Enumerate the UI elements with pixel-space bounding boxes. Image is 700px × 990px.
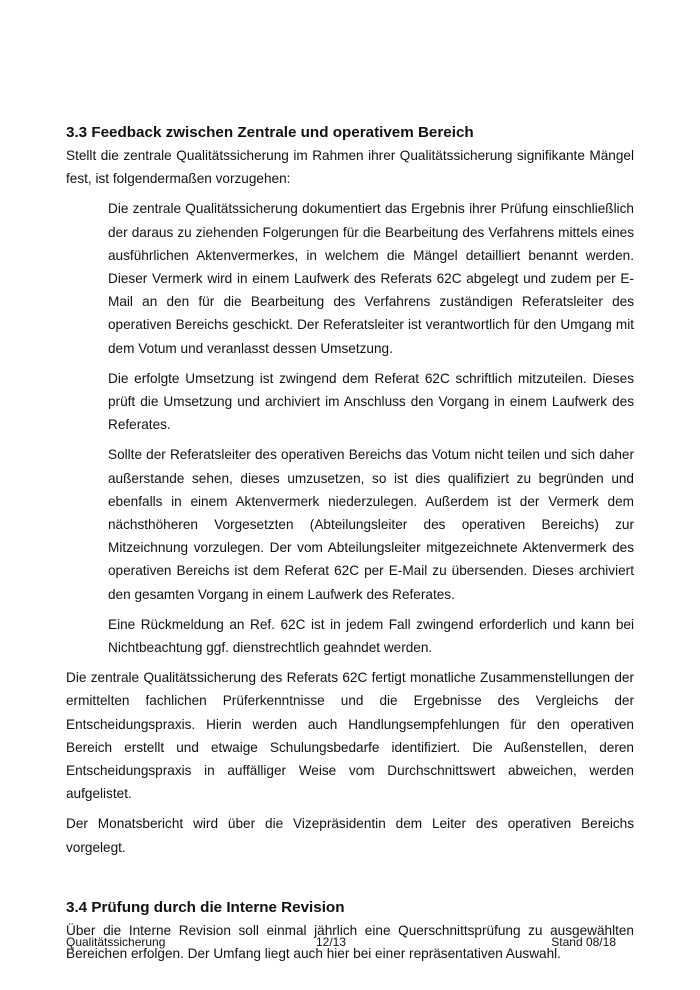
footer-version-date: Stand 08/18 — [551, 935, 616, 949]
page-content — [66, 122, 634, 965]
section-heading-3-4: 3.4 Prüfung durch die Interne Revision — [66, 898, 345, 916]
body-paragraph: Über die Interne Revision soll einmal jährlich eine Querschnittsprüfung zu ausgewählten Bereichen erfolgen. Der Umfang liegt auch hier bei einer repräsentativen Auswahl. — [66, 922, 634, 962]
footer-page-number: 12/13 — [316, 935, 347, 949]
indented-paragraph: Die erfolgte Umsetzung ist zwingend dem Referat 62C schriftlich mitzuteilen. Dieses prüft die Umsetzung und archiviert im Anschluss den Vorgang in einem Laufwerk des Referates. — [108, 370, 634, 433]
body-paragraph: Der Monatsbericht wird über die Vizepräsidentin dem Leiter des operativen Bereichs vorgelegt. — [66, 816, 634, 855]
page-footer — [66, 934, 616, 950]
indented-paragraph: Eine Rückmeldung an Ref. 62C ist in jedem Fall zwingend erforderlich und kann bei Nichtbeachtung ggf. dienstrechtlich geahndet werden. — [108, 616, 634, 656]
indented-paragraph: Sollte der Referatsleiter des operativen Bereichs das Votum nicht teilen und sich daher außerstande sehen, dieses umzusetzen, so ist dies qualifiziert zu begründen und ebenfalls in einem Aktenvermerk niederzulegen. Außerdem ist der Vermerk dem nächsthöheren Vorgesetzten (Abteilungsleiter des operativen Bereichs) zur Mitzeichnung vorzulegen. Der vom Abteilungsleiter mitgezeichnete Aktenvermerk des operativen Bereichs ist dem Referat 62C per E-Mail zu übersenden. Dieses archiviert den gesamten Vorgang in einem Laufwerk des Referates. — [108, 447, 634, 602]
section-heading-3-3: 3.3 Feedback zwischen Zentrale und operativem Bereich — [66, 124, 474, 141]
body-paragraph: Die zentrale Qualitätssicherung des Referats 62C fertigt monatliche Zusammenstellungen der ermittelten fachlichen Prüferkenntnisse und die Ergebnisse des Vergleichs der Entscheidungspraxis. Hierin werden auch Handlungsempfehlungen für den operativen Bereich erstellt und etwaige Schulungsbedarfe identifiziert. Die Außenstellen, deren Entscheidungspraxis in auffälliger Weise vom Durchschnittswert abweichen, werden aufgelistet. — [66, 670, 634, 802]
indented-paragraph: Die zentrale Qualitätssicherung dokumentiert das Ergebnis ihrer Prüfung einschließlich der daraus zu ziehenden Folgerungen für die Bearbeitung des Verfahrens mittels eines ausführlichen Aktenvermerkes, in welchem die Mängel detailliert benannt werden. Dieser Vermerk wird in einem Laufwerk des Referats 62C abgelegt und zudem per E-Mail an den für die Bearbeitung des Verfahrens zuständigen Referatsleiter des operativen Bereichs geschickt. Der Referatsleiter ist verantwortlich für den Umgang mit dem Votum und veranlasst dessen Umsetzung. — [108, 201, 634, 356]
footer-document-title: Qualitätssicherung — [66, 935, 166, 949]
section-intro-paragraph: Stellt die zentrale Qualitätssicherung im Rahmen ihrer Qualitätssicherung signifikante Mängel fest, ist folgendermaßen vorzugehen: — [66, 148, 634, 187]
